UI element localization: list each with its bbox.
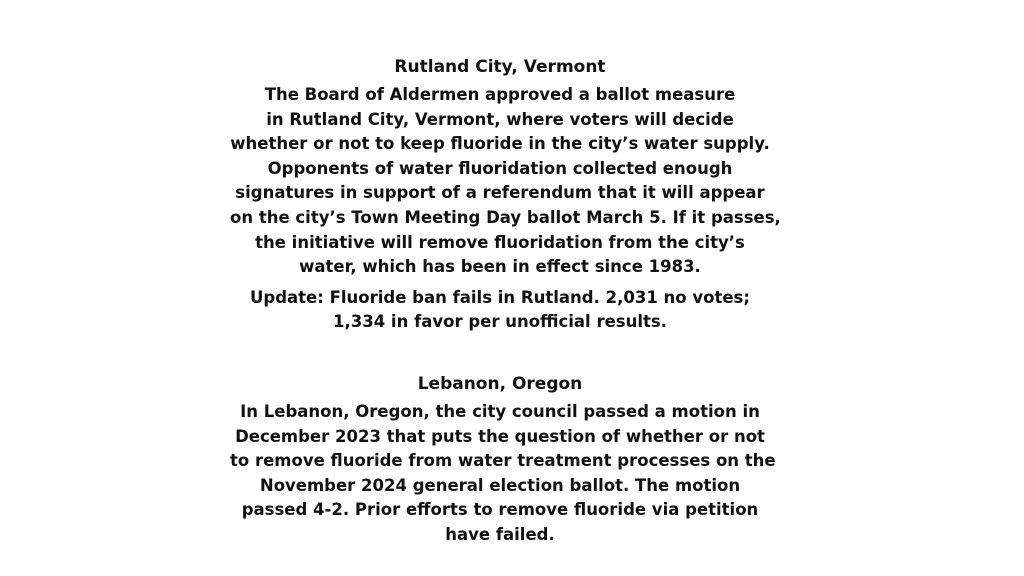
paragraph-line: to remove fluoride from water treatment processes on the [230, 451, 776, 471]
paragraph-lebanon [230, 400, 776, 548]
update-rutland [230, 286, 770, 335]
paragraph-line: the initiative will remove fluoridation from the city’s [255, 232, 745, 252]
paragraph-rutland [230, 83, 781, 280]
update-line: Update: Fluoride ban fails in Rutland. 2,031 no votes; [250, 287, 750, 307]
paragraph-line: on the city’s Town Meeting Day ballot March 5. If it passes, [230, 207, 781, 227]
paragraph-line: have failed. [445, 524, 555, 544]
section-title-lebanon: Lebanon, Oregon [417, 373, 583, 394]
update-line: 1,334 in favor per unofficial results. [333, 312, 667, 332]
paragraph-line: passed 4-2. Prior efforts to remove fluoride via petition [241, 500, 759, 520]
paragraph-line: November 2024 general election ballot. The motion [259, 475, 741, 495]
section-rutland [230, 55, 781, 335]
paragraph-line: signatures in support of a referendum that it will appear [235, 183, 765, 203]
paragraph-line: water, which has been in effect since 1983. [299, 257, 701, 277]
paragraph-line: In Lebanon, Oregon, the city council passed a motion in [240, 401, 760, 421]
slide-content [230, 55, 781, 548]
paragraph-line: December 2023 that puts the question of whether or not [235, 426, 765, 446]
section-lebanon [230, 372, 776, 548]
paragraph-line: in Rutland City, Vermont, where voters will decide [266, 109, 734, 129]
paragraph-line: Opponents of water fluoridation collected enough [267, 158, 733, 178]
paragraph-line: whether or not to keep fluoride in the city’s water supply. [230, 134, 770, 154]
paragraph-line: The Board of Aldermen approved a ballot measure [264, 85, 736, 104]
section-title-rutland: Rutland City, Vermont [394, 57, 606, 77]
